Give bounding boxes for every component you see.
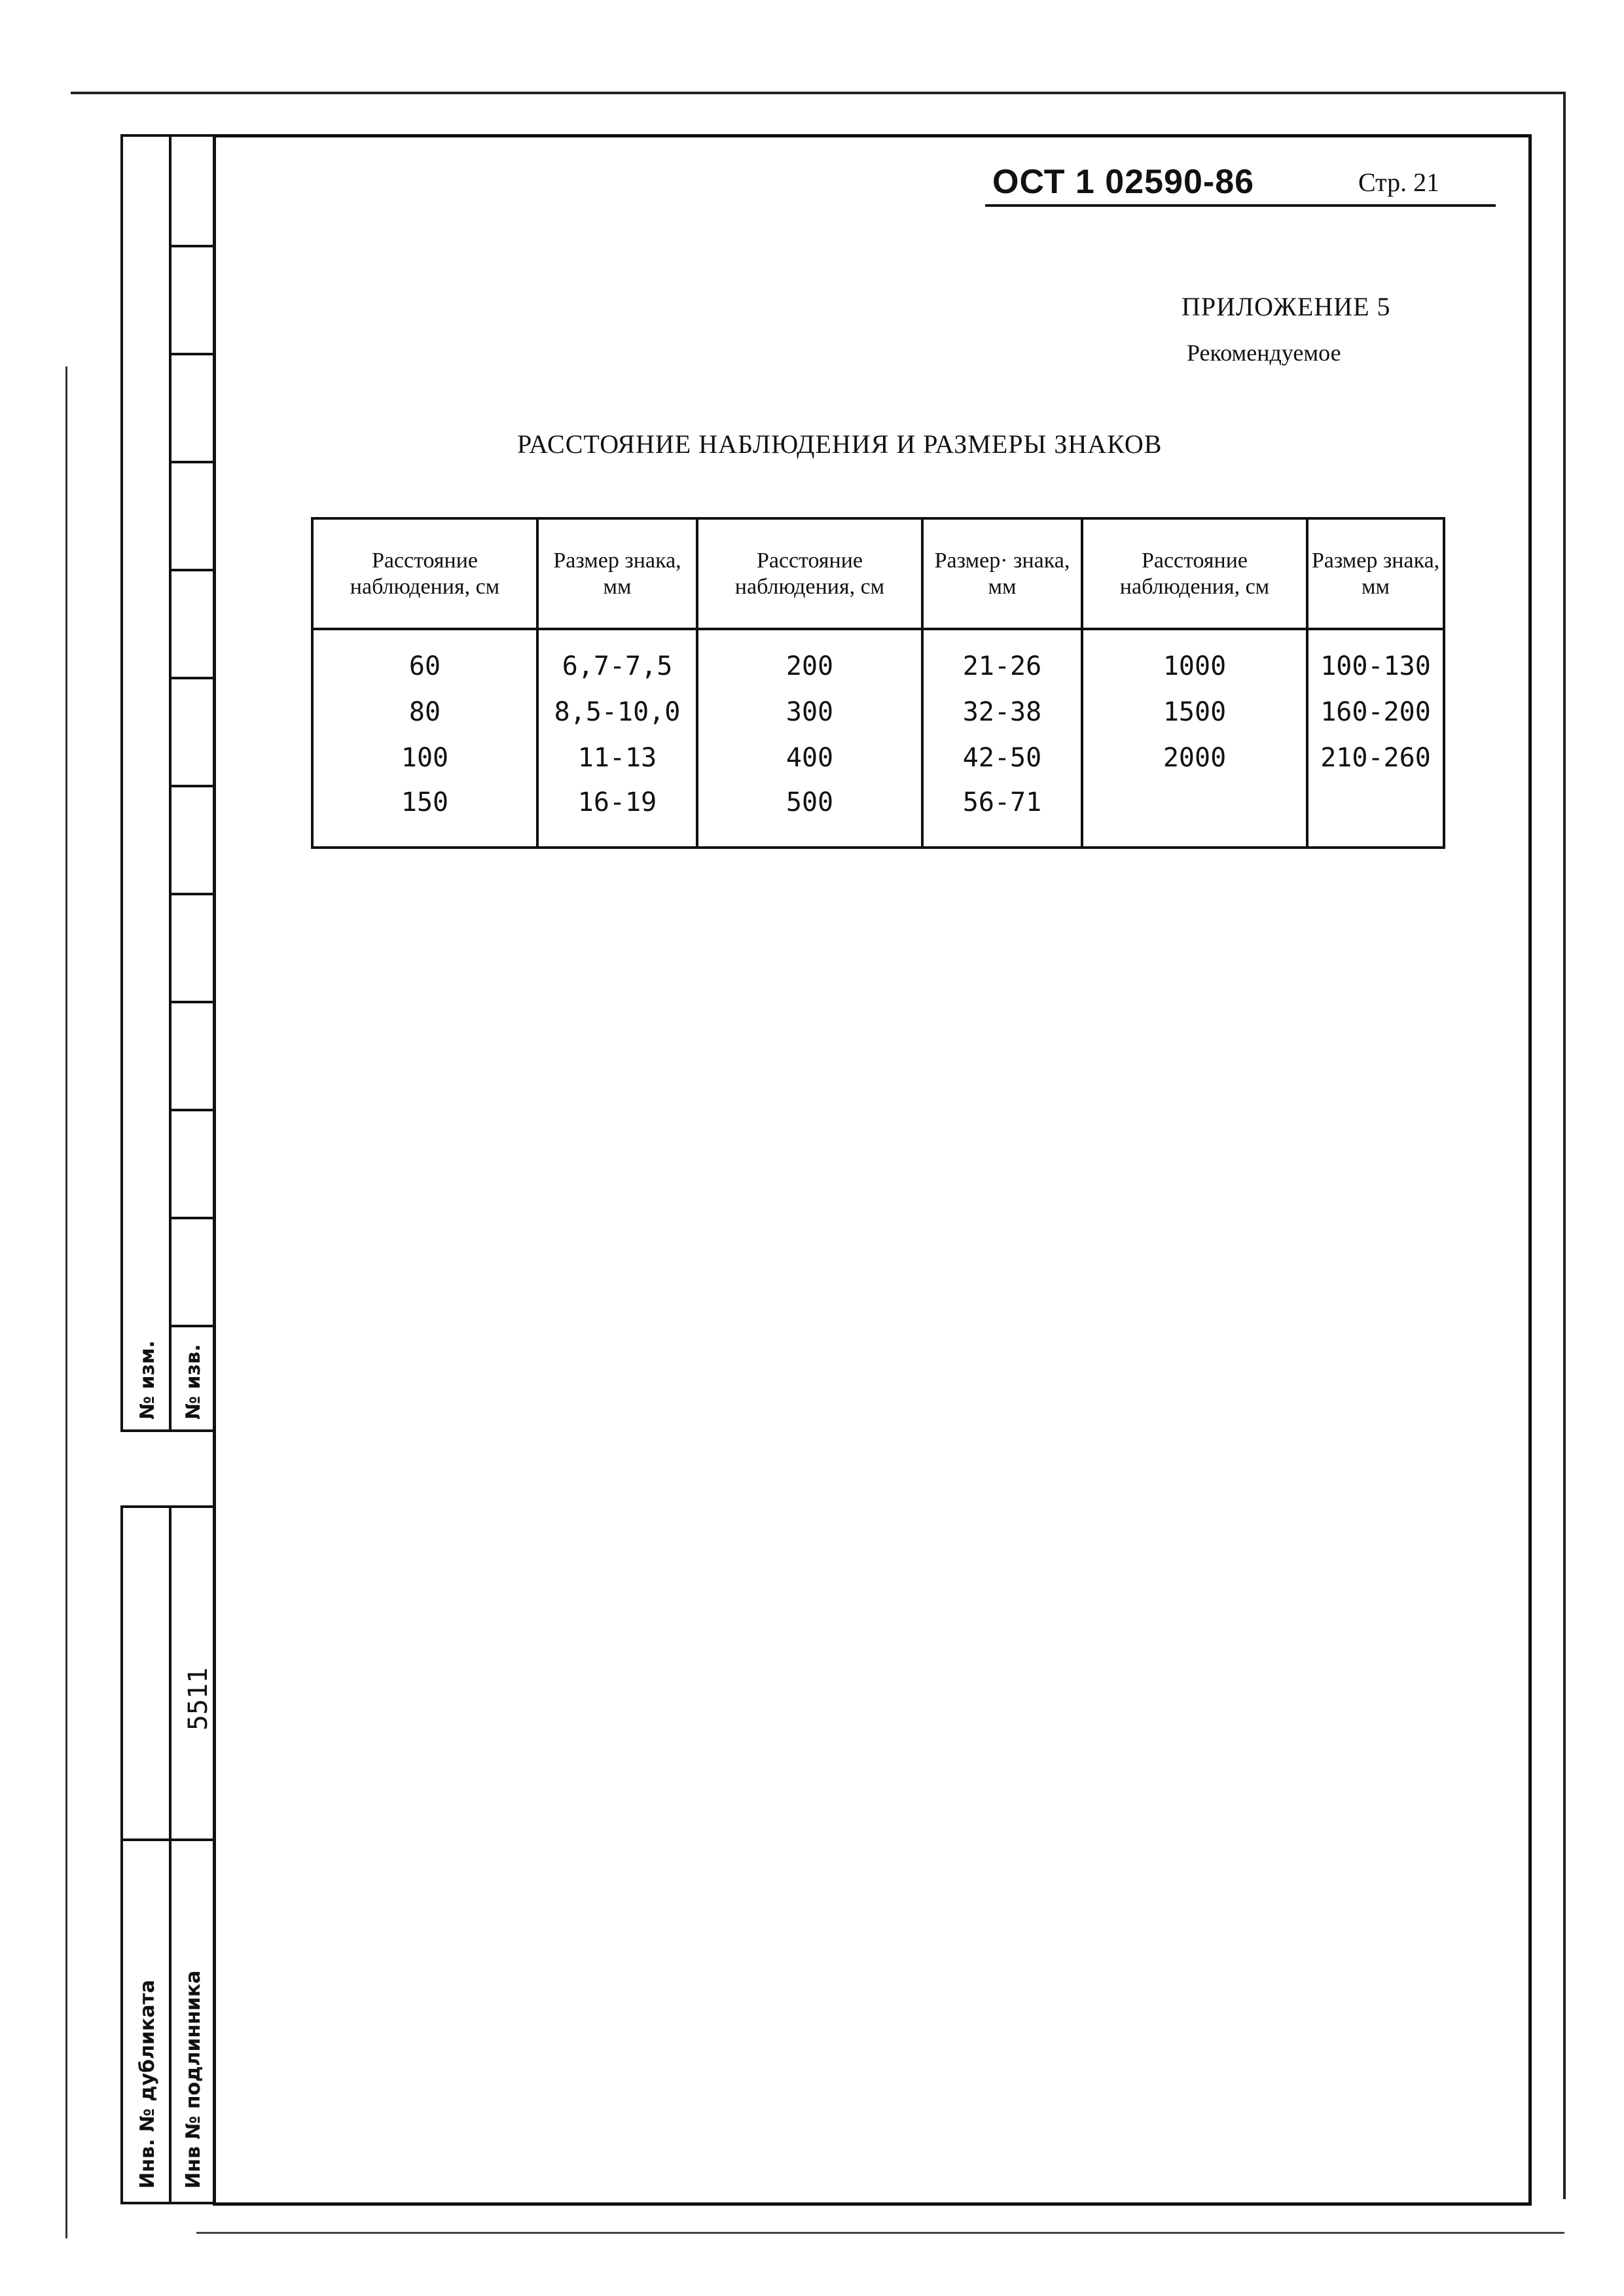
table-cell: 32-38 (922, 689, 1082, 735)
table-row (312, 689, 1444, 735)
table-cell: 300 (697, 689, 922, 735)
margin-cell-line (169, 893, 215, 895)
table-cell (1307, 781, 1444, 848)
table-cell: 100-130 (1307, 629, 1444, 689)
margin-stamp-upper (120, 134, 215, 1432)
table-cell: 80 (312, 689, 537, 735)
column-header: Расстояние наблюдения, см (697, 518, 922, 629)
table-cell (1082, 781, 1307, 848)
table-row (312, 735, 1444, 781)
table-cell: 200 (697, 629, 922, 689)
outer-border-right (1563, 92, 1566, 2199)
table-cell: 160-200 (1307, 689, 1444, 735)
header-underline (985, 204, 1496, 207)
margin-cell-line (169, 677, 215, 679)
table-cell: 42-50 (922, 735, 1082, 781)
notice-no-label: № изв. (182, 1344, 205, 1420)
table-cell: 1000 (1082, 629, 1307, 689)
table-cell: 11-13 (537, 735, 697, 781)
margin-cell-line (169, 461, 215, 463)
table-header-row (312, 518, 1444, 629)
margin-stamp-lower (120, 1505, 215, 2204)
margin-cell-line (169, 353, 215, 355)
table-cell: 210-260 (1307, 735, 1444, 781)
table-cell: 2000 (1082, 735, 1307, 781)
table-cell: 6,7-7,5 (537, 629, 697, 689)
distance-size-table (311, 517, 1445, 849)
margin-cell-line (169, 1109, 215, 1111)
section-title: РАССТОЯНИЕ НАБЛЮДЕНИЯ И РАЗМЕРЫ ЗНАКОВ (517, 429, 1163, 459)
margin-cell-line (169, 1217, 215, 1219)
appendix-status: Рекомендуемое (1187, 340, 1341, 366)
column-header: Расстояние наблюдения, см (312, 518, 537, 629)
margin-divider (169, 137, 171, 1429)
outer-border-top (71, 92, 1566, 94)
table-cell: 150 (312, 781, 537, 848)
margin-cell-line (123, 1839, 215, 1841)
table-cell: 56-71 (922, 781, 1082, 848)
margin-cell-line (169, 785, 215, 787)
table-cell: 100 (312, 735, 537, 781)
outer-border-left (65, 367, 67, 2238)
document-code: ОСТ 1 02590-86 (992, 163, 1255, 201)
table-cell: 400 (697, 735, 922, 781)
margin-cell-line (169, 245, 215, 247)
table-row (312, 781, 1444, 848)
column-header: Размер знака, мм (537, 518, 697, 629)
duplicate-inv-label: Инв. № дубликата (136, 1979, 159, 2189)
table-cell: 1500 (1082, 689, 1307, 735)
margin-cell-line (169, 1001, 215, 1003)
column-header: Расстояние наблюдения, см (1082, 518, 1307, 629)
appendix-title: ПРИЛОЖЕНИЕ 5 (1182, 292, 1391, 321)
original-inv-label: Инв № подлинника (182, 1970, 205, 2189)
column-header: Размер знака, мм (1307, 518, 1444, 629)
table-cell: 8,5-10,0 (537, 689, 697, 735)
margin-cell-line (169, 1325, 215, 1327)
outer-border-bottom (196, 2232, 1564, 2234)
table-cell: 21-26 (922, 629, 1082, 689)
change-no-label: № изм. (136, 1340, 159, 1420)
table-cell: 60 (312, 629, 537, 689)
original-inv-value: 5511 (183, 1667, 213, 1731)
page-number: Стр. 21 (1358, 168, 1440, 197)
table-row (312, 629, 1444, 689)
table-cell: 500 (697, 781, 922, 848)
column-header: Размер· знака, мм (922, 518, 1082, 629)
margin-cell-line (169, 569, 215, 571)
table-cell: 16-19 (537, 781, 697, 848)
margin-divider (169, 1508, 171, 2202)
